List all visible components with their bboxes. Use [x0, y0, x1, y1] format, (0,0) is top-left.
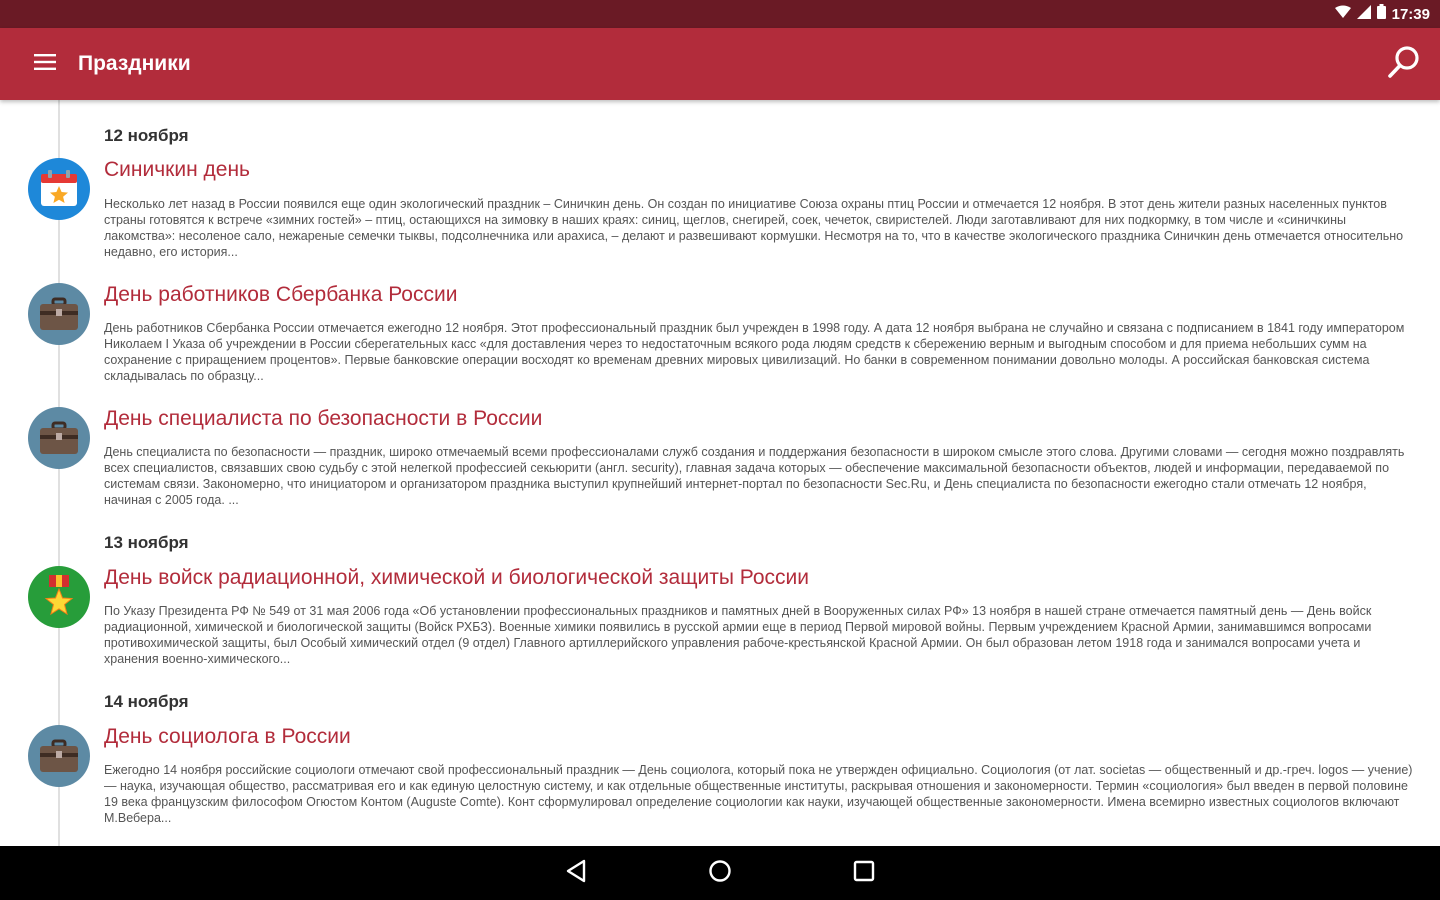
medal-star-icon: [28, 566, 90, 628]
holiday-title[interactable]: Синичкин день: [104, 158, 250, 181]
back-button[interactable]: [558, 858, 594, 888]
status-icons: [1335, 5, 1430, 23]
signal-icon: [1357, 5, 1371, 24]
holiday-description[interactable]: Ежегодно 14 ноября российские социологи отмечают свой профессиональный праздник — День социолога, который пока не утвержден официально. Социология (от лат. societas — общественный и др.-греч. logos — учение) — наука, изучающая общество, рассматривая его и как единую целостную систему, и как отдельные общественные институты, раскрывая отношения и закономерности. Термин «социология» был введен в первой половине 19 века французским философом Огюстом Контом (Auguste Comte). Конт сформулировал определение социологии как науки, изучающей общественные закономерности. Имена всемирно известных социологов включают М.Вебера...: [104, 763, 1413, 825]
app-bar: [0, 28, 1440, 100]
date-header: 12 ноября: [104, 126, 189, 145]
search-button[interactable]: [1384, 44, 1424, 84]
holiday-description[interactable]: День работников Сбербанка России отмечается ежегодно 12 ноября. Этот профессиональный праздник был учрежден в 1998 году. А дата 12 ноября выбрана не случайно и связана с подписанием в 1841 году императором Николаем I Указа об учреждении в России сберегательных касс «для доставления через то недостаточным всякого рода людям средств к сбережению верным и выгодным способом и для приема небольших сумм на сохранение с приращением процентов». Первые банковские операции восходят ко временам древних мировых цивилизаций. Но банки в современном понимании довольно молоды. А российская банковская система складывалась по образцу...: [104, 321, 1405, 383]
back-icon: [565, 859, 587, 888]
battery-icon: [1377, 4, 1386, 24]
wifi-icon: [1335, 5, 1351, 24]
page-title: Праздники: [78, 52, 191, 75]
menu-icon: [34, 54, 56, 75]
holiday-description[interactable]: Несколько лет назад в России появился еще один экологический праздник – Синичкин день. Он создан по инициативе Союза охраны птиц России и отмечается 12 ноября. В этот день жители разных населенных пунктов страны готовятся к встрече «зимних гостей» – птиц, остающихся на зимовку в наших краях: синиц, щеглов, снегирей, соек, чечеток, свиристелей. Люди заготавливают для них подкормку, в том числе и «синичкины лакомства»: несоленое сало, нежареные семечки тыквы, подсолнечника или арахиса, – делают и развешивают кормушки. Несмотря на то, что в качестве экологического праздника Синичкин день отмечается относительно недавно, его история...: [104, 197, 1404, 259]
recents-button[interactable]: [846, 858, 882, 888]
briefcase-icon: [28, 283, 90, 345]
holiday-description[interactable]: День специалиста по безопасности — праздник, широко отмечаемый всеми профессионалами служб создания и поддержания безопасности в широком смысле этого слова. Другими словами — сегодня можно поздравлять всех специалистов, связавших свою судьбу с этой нелегкой профессией секьюрити (англ. security), главная задача которых — обеспечение максимальной безопасности объектов, людей и информации, передаваемой по системам связи. Закономерно, что инициатором и организатором праздника выступил крупнейший интернет-портал по безопасности Sec.Ru, и День специалиста по безопасности ежегодно стали отмечать 12 ноября, начиная с 2005 года. ...: [104, 445, 1405, 507]
nav-bar: [0, 846, 1440, 900]
date-header: 13 ноября: [104, 533, 189, 552]
home-button[interactable]: [702, 858, 738, 888]
date-header: 14 ноября: [104, 692, 189, 711]
holiday-title[interactable]: День специалиста по безопасности в России: [104, 407, 543, 430]
holiday-description[interactable]: По Указу Президента РФ № 549 от 31 мая 2006 года «Об установлении профессиональных праздников и памятных дней в Вооруженных силах РФ» 13 ноября в нашей стране отмечается памятный день — День войск радиационной, химической и биологической защиты (Войск РХБЗ). Военные химики появились в русской армии еще в период Первой мировой войны. Первым учреждением Красной Армии, занимавшимся вопросами противохимической защиты, был Особый химический отдел (9 отдел) Главного артиллерийского управления рабоче-крестьянской Красной Армии. Он был образован летом 1918 года и занимался вопросами учета и хранения военно-химического...: [104, 604, 1372, 666]
calendar-star-icon: [28, 158, 90, 220]
menu-button[interactable]: [26, 48, 64, 80]
briefcase-icon: [28, 725, 90, 787]
status-bar: [0, 0, 1440, 28]
search-icon: [1387, 45, 1421, 84]
holiday-title[interactable]: День войск радиационной, химической и биологической защиты России: [104, 566, 810, 589]
home-icon: [708, 859, 732, 888]
recents-icon: [853, 860, 875, 887]
status-time: 17:39: [1391, 5, 1430, 23]
briefcase-icon: [28, 407, 90, 469]
holiday-title[interactable]: День работников Сбербанка России: [104, 283, 458, 306]
holiday-title[interactable]: День социолога в России: [104, 725, 351, 748]
holiday-list[interactable]: [0, 100, 1440, 846]
